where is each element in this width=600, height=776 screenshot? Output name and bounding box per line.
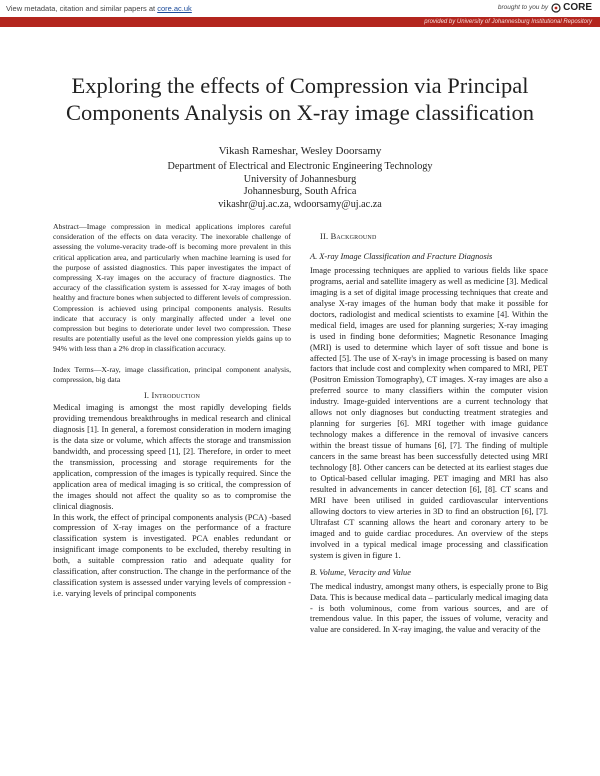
core-logo-icon	[551, 3, 561, 13]
author-block	[0, 145, 600, 212]
brought-by-text: brought to you by	[497, 4, 549, 11]
index-terms: Index Terms—X-ray, image classification, principal component analysis, compression, big data	[53, 364, 291, 384]
author-university: University of Johannesburg	[243, 173, 357, 185]
intro-paragraph-1: Medical imaging is amongst the most rapidly developing fields providing tremendous breakthroughs in medical research and clinical diagnosis [1]. In general, a foremost consideration in modern imaging is the data size or volume, which affects the storage and transmission bandwidth, and processing speed [1], [2]. Therefore, in order to meet the transmission, processing and storage requirements for the application, compression of the images is typically required. Since the application area of medical imaging is so critical, the compression of the images should not affect the quality so as to compromise the clinical diagnosis.	[53, 403, 291, 511]
provider-bar	[0, 17, 600, 27]
subsection-a-text: Image processing techniques are applied to various fields like space programs, aerial and satellite imagery as well as medicine [3]. Medical imaging is a set of digital image processing techniques that create and analyse X-ray images of the human body that make it possible for doctors, radiologist and medical scientists to examine [4]. Within the medical field, images are used for planning surgeries; X-ray imaging is used in finding bone deformities; Magnetic Resonance Imaging (MRI) is used to determine which layer of soft tissue and bone is affected [5]. The use of X-ray's in image processing is based on many factors that include cost and complexity when compared to MRI, PET (Positron Emission Tomography), CT images. X-ray images are also a preferred source to many classifiers within the computer vision industry. Image-guided interventions are a current technology that allows not only diagnoses but conducting treatment strategies and planning for surgeries [6]. MRI together with image guidance technology makes a difference in the removal of invasive cancers within the breast tissue of humans [6], [7]. The finding of multiple cancers in the same breast has been successfully detected using MRI technology [8]. Other cancers can be detected at its earliest stages due to Optical-based cellular imaging. PET imaging and MRI has also resulted in advancements in cancer detection [6], [8]. CT scans and MRI have been utilised in guided cardiovascular interventions allowing doctors to view arteries in 3D to find an obstruction [6], [7]. Ultrafast CT scanning allows the heart and coronary artery to be imaged and to guide cardiac procedures. An overview of the steps involved in a typical medical image processing and classification system is given in figure 1.	[310, 265, 548, 560]
author-names: Vikash Rameshar, Wesley Doorsamy	[218, 145, 382, 157]
subsection-a-heading: A. X-ray Image Classification and Fracture Diagnosis	[310, 251, 493, 261]
subsection-b-text: The medical industry, amongst many others, is especially prone to Big Data. This is because medical data – particularly medical imaging data - is both voluminous, come from various sources, and are of tremendous value. In this paper, the issues of volume, veracity and value are considered. In X-ray imaging, the value and veracity of the	[310, 581, 548, 635]
background-heading: II. Background	[320, 232, 377, 241]
abstract: Abstract—Image compression in medical applications implores careful consideration of the effects on data veracity. The inexorable challenge of assessing the volume-veracity trade-off is becoming more prevalent in this critical application area, and particularly when machine learning is used for the purpose of assisted diagnostics. This paper investigates the impact of compressing X-ray images on the accuracy of fracture diagnostics. The accuracy of the classification system is assessed for X-ray images of both healthy and fracture bones when subjected to different levels of compression. Compression is achieved using principal components analysis. Results indicate that accuracy is only marginally affected under a level one compression but begins to deteriorate under level two compression. These results are potentially useful as the level one compression yields gains up to 94% with less than a 2% drop in classification accuracy.	[53, 222, 291, 354]
subsection-b-heading: B. Volume, Veracity and Value	[310, 567, 411, 577]
core-label: CORE	[563, 2, 592, 13]
author-location: Johannesburg, South Africa	[243, 186, 357, 198]
paper-title: Exploring the effects of Compression via Principal Components Analysis on X-ray image classification	[65, 73, 535, 125]
core-logo[interactable]	[551, 2, 592, 13]
left-column	[53, 222, 291, 600]
banner-text: View metadata, citation and similar papers at	[6, 4, 156, 13]
core-link[interactable]: core.ac.uk	[157, 4, 192, 13]
right-column	[310, 229, 548, 636]
author-department: Department of Electrical and Electronic Engineering Technology	[167, 160, 433, 172]
provider-text: provided by University of Johannesburg Institutional Repository	[424, 19, 592, 25]
author-emails: vikashr@uj.ac.za, wdoorsamy@uj.ac.za	[218, 199, 382, 211]
core-banner-left	[6, 4, 192, 13]
core-banner-right[interactable]	[498, 2, 592, 13]
intro-paragraph-2: In this work, the effect of principal components analysis (PCA) -based compression of X-ray images on the performance of a fracture classification system is investigated. PCA enables redundant or insignificant image components to be excluded, thereby resulting in both, a suitable compression ratio and adequate quality for classification, after construction. The change in the performance of the classification system is assessed under varying levels of compression - i.e. varying levels of principal components	[53, 512, 291, 599]
intro-heading: I. Introduction	[143, 391, 201, 401]
